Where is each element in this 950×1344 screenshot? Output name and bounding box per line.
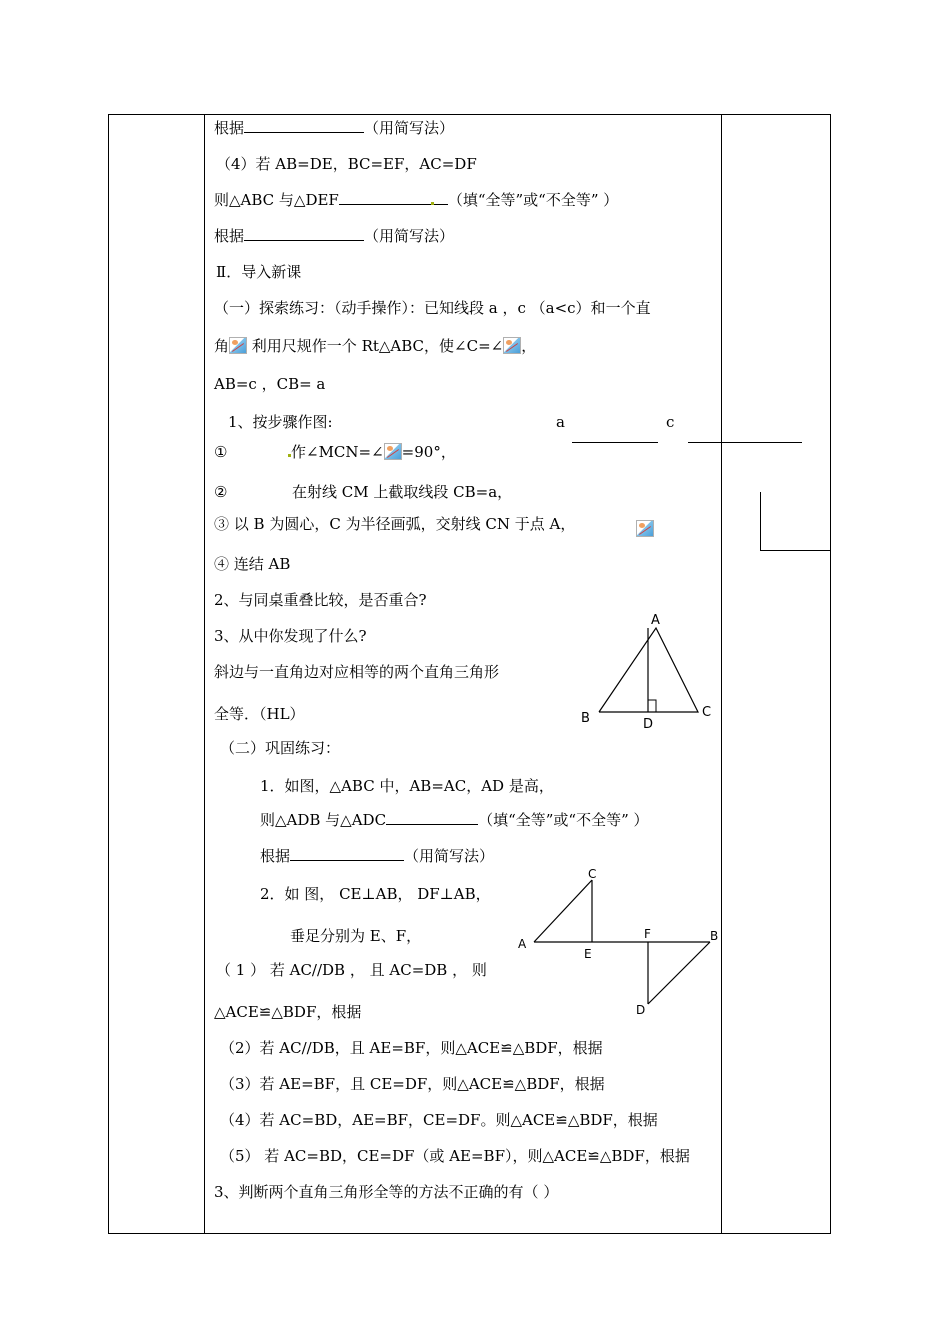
point-a-label: A: [651, 613, 660, 628]
exercise-3: 3、判断两个直角三角形全等的方法不正确的有（ ）: [214, 1183, 559, 1201]
section-practice: （二）巩固练习：: [220, 739, 341, 757]
triangle-abc-figure: [575, 608, 725, 733]
line-construct: [214, 336, 536, 356]
text: 则△ABC 与△DEF: [214, 191, 339, 209]
text: 根据: [214, 227, 245, 245]
line-basis-2: [214, 226, 454, 246]
exercise-2-case-1: （ 1 ） 若 AC//DB ， 且 AC=DB ， 则: [216, 961, 487, 979]
point-d-label: D: [636, 1003, 646, 1017]
step-2: 在射线 CM 上截取线段 CB=a，: [292, 483, 513, 501]
text: 则△ADB 与△ADC: [260, 811, 387, 829]
answer-blank[interactable]: [244, 118, 364, 133]
table-col-divider-1: [204, 114, 205, 1234]
text: =90°，: [401, 443, 456, 461]
right-angle-mark: [648, 700, 656, 712]
text: （用简写法）: [404, 847, 495, 865]
exercise-1: 1．如图，△ABC 中，AB=AC，AD 是高，: [260, 777, 554, 795]
exercise-2-case-2: （2）若 AC//DB，且 AE=BF，则△ACE≌△BDF，根据: [220, 1039, 603, 1057]
line-abc-def: [214, 190, 618, 210]
broken-image-icon: [384, 443, 402, 460]
step-4: ④ 连结 AB: [214, 555, 291, 573]
point-b-label: B: [581, 711, 590, 726]
point-c-label: C: [588, 867, 597, 881]
segment-ac: [534, 880, 592, 942]
step-1: [288, 442, 456, 462]
step-2-number: ②: [214, 483, 228, 501]
segment-c-label: c: [666, 413, 675, 431]
line-basis-1: [214, 118, 454, 138]
answer-blank[interactable]: [434, 190, 448, 205]
exercise-1-question: [260, 810, 649, 830]
step-1-number: ①: [214, 443, 228, 461]
point-a-label: A: [518, 937, 527, 951]
step-3: ③ 以 B 为圆心，C 为半径画弧，交射线 CN 于点 A，: [214, 515, 576, 533]
answer-blank[interactable]: [386, 810, 478, 825]
section-heading: Ⅱ．导入新课: [216, 263, 302, 281]
segment-bd: [648, 942, 710, 1004]
text: （填“全等”或“不全等” ）: [447, 191, 619, 209]
segment-a-label: a: [556, 413, 565, 431]
exercise-2-feet: 垂足分别为 E、F，: [290, 927, 422, 945]
point-d-label: D: [643, 717, 654, 732]
line-hl-theorem-end: 全等．（HL）: [214, 705, 305, 723]
line-conditions: AB=c ，CB= a: [214, 375, 326, 393]
answer-blank[interactable]: [290, 846, 404, 861]
figure-ace-bdf: [510, 862, 730, 1022]
text: ，: [521, 337, 537, 355]
text: （用简写法）: [364, 227, 455, 245]
table-top-border: [108, 114, 831, 115]
exercise-2-case-1-basis: △ACE≌△BDF，根据: [214, 1003, 362, 1021]
line-explore: （一）探索练习：（动手操作）：已知线段 a ，c （a<c）和一个直: [214, 299, 651, 317]
exercise-1-basis: [260, 846, 494, 866]
text: 根据: [214, 119, 245, 137]
text: 角: [214, 337, 230, 355]
line-condition-4: （4）若 AB=DE，BC=EF，AC=DF: [216, 155, 477, 173]
line-steps: 1、按步骤作图:: [228, 413, 333, 431]
table-left-border: [108, 114, 109, 1234]
table-right-border: [830, 114, 831, 1234]
exercise-2: 2．如 图， CE⊥AB， DF⊥AB，: [260, 885, 491, 903]
text: （填“全等”或“不全等” ）: [478, 811, 649, 829]
broken-image-icon: [503, 337, 521, 354]
point-b-label: B: [710, 929, 719, 943]
broken-image-icon: [229, 337, 247, 354]
exercise-2-case-4: （4）若 AC=BD，AE=BF，CE=DF。则△ACE≌△BDF，根据: [220, 1111, 658, 1129]
right-angle-horizontal: [760, 550, 830, 551]
answer-blank[interactable]: [339, 190, 431, 205]
point-c-label: C: [702, 705, 712, 720]
line-discover: 3、从中你发现了什么?: [214, 627, 367, 645]
broken-image-icon: [636, 520, 654, 537]
text: （用简写法）: [364, 119, 455, 137]
text: 根据: [260, 847, 291, 865]
answer-blank[interactable]: [244, 226, 364, 241]
text: 作∠MCN=∠: [291, 443, 384, 461]
text: 利用尺规作一个 Rt△ABC，使∠C=∠: [251, 337, 504, 355]
segment-a: [572, 442, 658, 443]
exercise-2-case-3: （3）若 AE=BF，且 CE=DF，则△ACE≌△BDF，根据: [220, 1075, 605, 1093]
exercise-2-case-5: （5） 若 AC=BD，CE=DF（或 AE=BF），则△ACE≌△BDF，根据: [220, 1147, 690, 1165]
segment-c: [688, 442, 802, 443]
line-hl-theorem: 斜边与一直角边对应相等的两个直角三角形: [214, 663, 500, 681]
point-f-label: F: [644, 927, 651, 941]
table-bottom-border: [108, 1233, 831, 1234]
point-e-label: E: [584, 947, 592, 961]
right-angle-vertical: [760, 492, 761, 550]
line-compare: 2、与同桌重叠比较，是否重合?: [214, 591, 427, 609]
